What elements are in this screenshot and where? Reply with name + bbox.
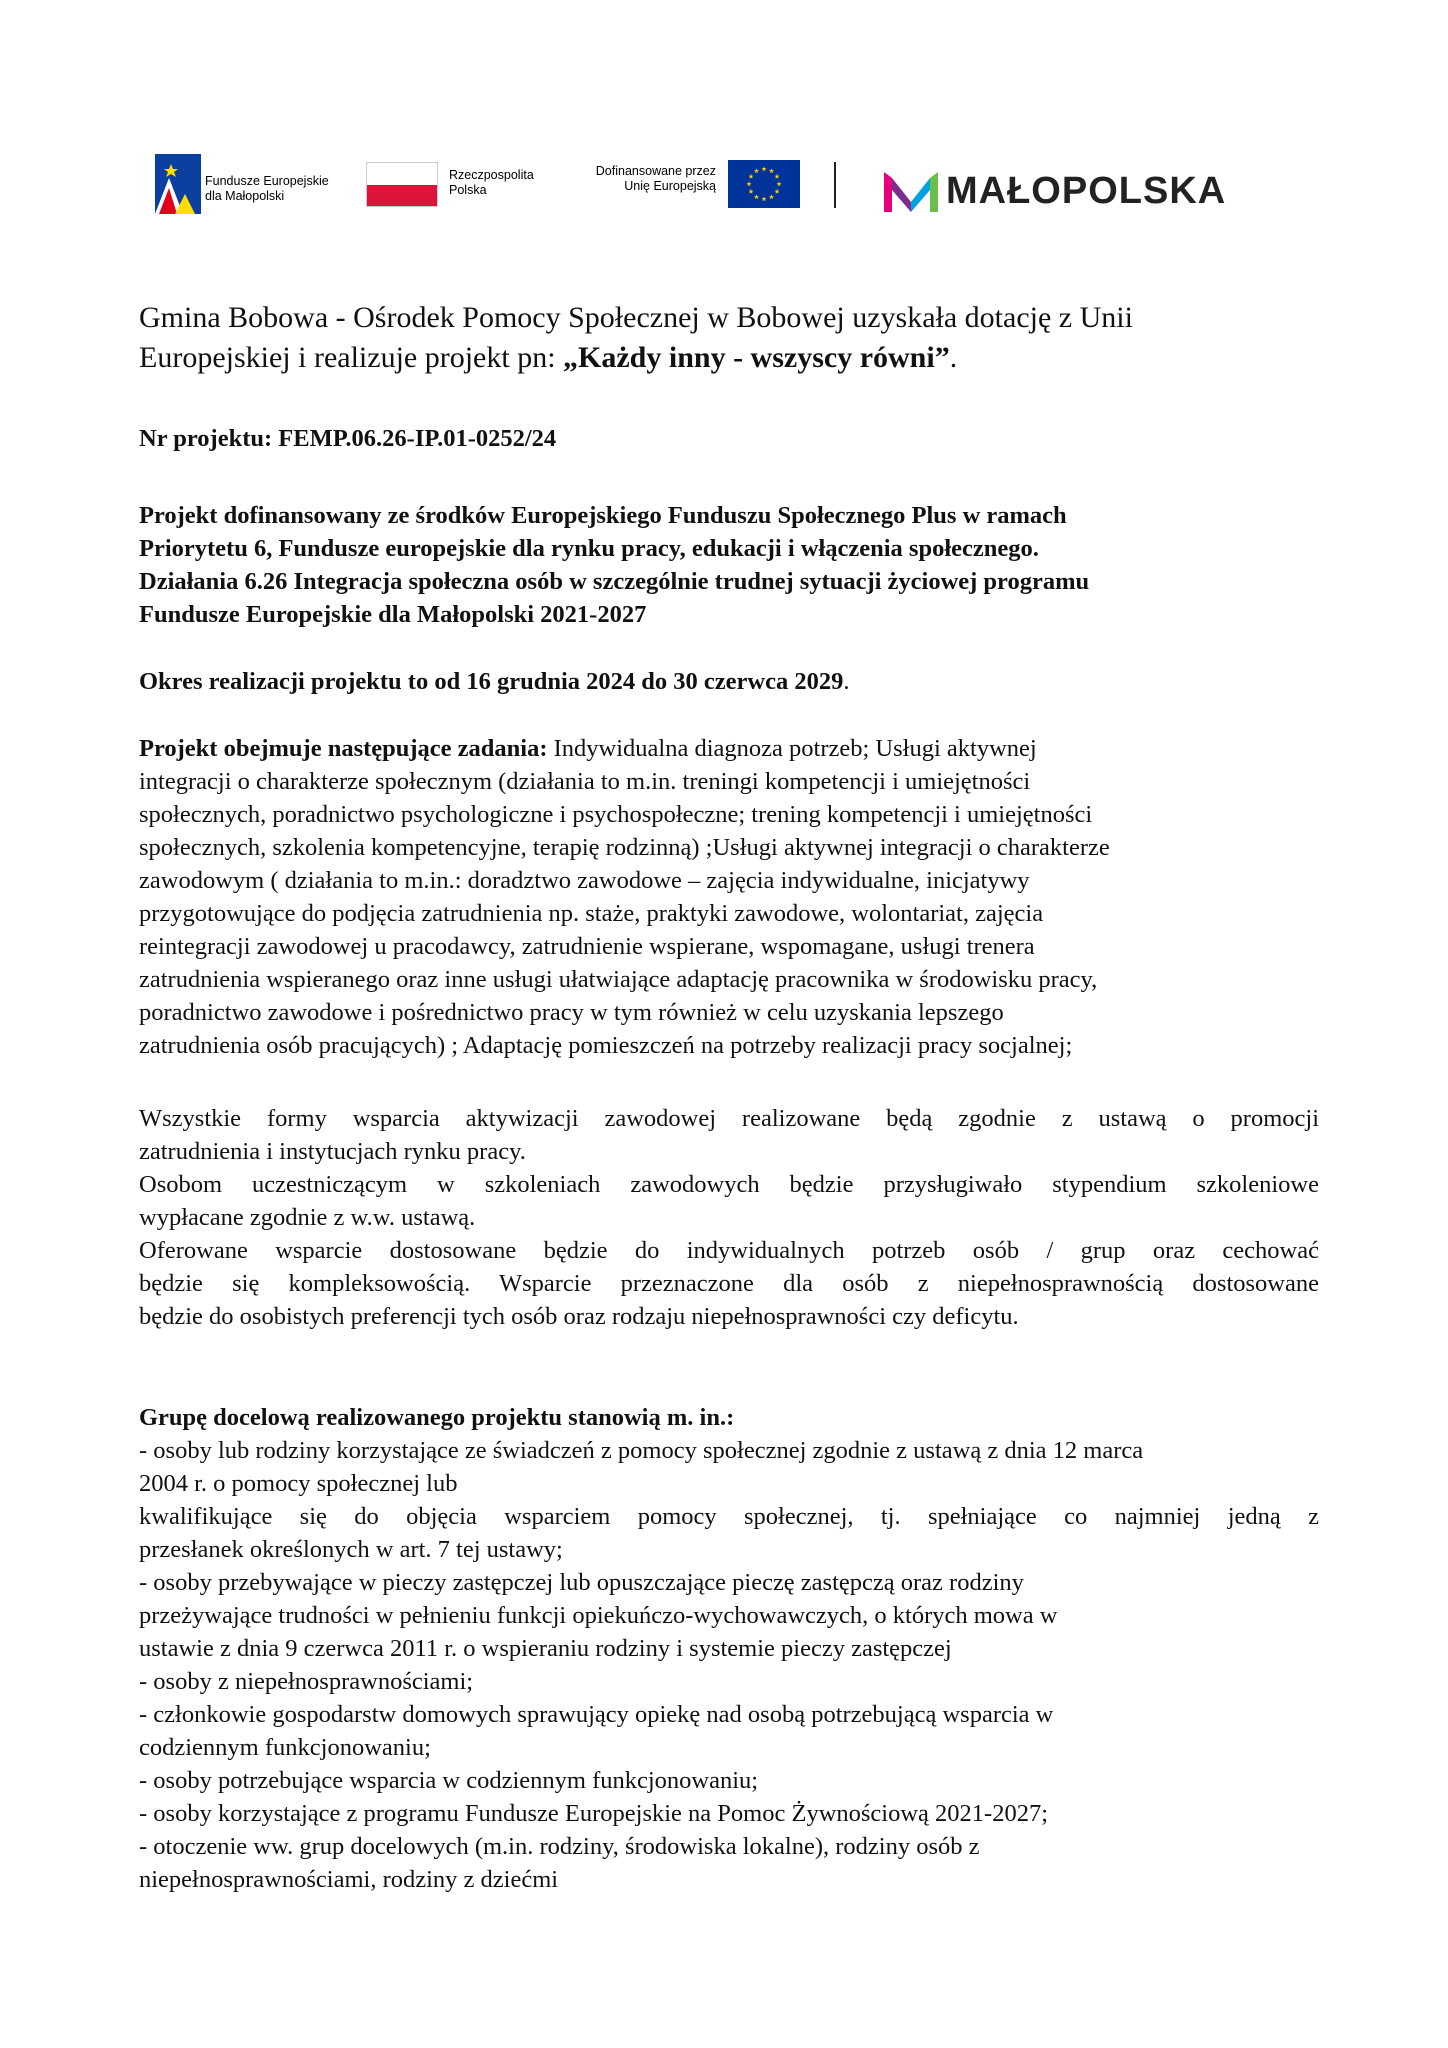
target-line: - osoby potrzebujące wsparcia w codziennym funkcjonowaniu; [139,1767,759,1794]
malopolska-wordmark: MAŁOPOLSKA [946,170,1227,212]
intro-line-2-prefix: Europejskiej i realizuje projekt pn: [139,341,564,374]
support-line: Wszystkie formy wsparcia aktywizacji zawodowej realizowane będą zgodnie z ustawą o promocji [139,1105,1319,1132]
funding-line: Fundusze Europejskie dla Małopolski 2021-2027 [139,601,647,628]
polish-flag-icon [366,162,438,207]
logo-bar [150,148,1250,228]
target-line: ustawie z dnia 9 czerwca 2011 r. o wspieraniu rodziny i systemie pieczy zastępczej [139,1635,952,1662]
tasks-line: reintegracji zawodowej u pracodawcy, zatrudnienie wspierane, wspomagane, usługi trenera [139,933,1035,960]
support-paragraph [139,1102,1319,1333]
rzeczpospolita-polska-logo [366,162,566,212]
support-line: będzie do osobistych preferencji tych osób oraz rodzaju niepełnosprawności czy deficytu. [139,1303,1019,1330]
support-line: Osobom uczestniczącym w szkoleniach zawodowych będzie przysługiwało stypendium szkoleniowe [139,1171,1319,1198]
project-name: „Każdy inny - wszyscy równi” [563,341,950,374]
fundusze-europejskie-logo [155,154,355,214]
target-line: przesłanek określonych w art. 7 tej ustawy; [139,1536,563,1563]
document-body [139,298,1319,1896]
funding-line: Projekt dofinansowany ze środków Europejskiego Funduszu Społecznego Plus w ramach [139,502,1067,529]
project-number: Nr projektu: FEMP.06.26-IP.01-0252/24 [139,425,557,452]
fe-logo-line1: Fundusze Europejskie [205,174,329,188]
logo-divider [834,162,836,208]
eu-flag-icon [728,160,800,208]
tasks-line: zatrudnienia wspieranego oraz inne usługi ułatwiające adaptację pracownika w środowisku pracy, [139,966,1098,993]
period-line [139,665,1319,698]
period-text: Okres realizacji projektu to od 16 grudnia 2024 do 30 czerwca 2029 [139,668,844,695]
fe-flag-icon [155,154,201,214]
support-line: zatrudnienia i instytucjach rynku pracy. [139,1138,526,1165]
tasks-line: zatrudnienia osób pracujących) ; Adaptację pomieszczeń na potrzeby realizacji pracy socjalnej; [139,1032,1073,1059]
target-line: codziennym funkcjonowaniu; [139,1734,431,1761]
target-line: przeżywające trudności w pełnieniu funkcji opiekuńczo-wychowawczych, o których mowa w [139,1602,1058,1629]
tasks-line: przygotowujące do podjęcia zatrudnienia np. staże, praktyki zawodowe, wolontariat, zajęcia [139,900,1044,927]
funding-line: Priorytetu 6, Fundusze europejskie dla rynku pracy, edukacji i włączenia społecznego. [139,535,1039,562]
funding-paragraph [139,499,1319,631]
tasks-line [139,732,1319,765]
tasks-paragraph [139,732,1319,1062]
target-heading: Grupę docelową realizowanego projektu stanowią m. in.: [139,1404,735,1431]
eu-funding-logo [570,160,790,216]
support-line: będzie się kompleksowością. Wsparcie przeznaczone dla osób z niepełnosprawnością dostosowane [139,1270,1319,1297]
tasks-line: integracji o charakterze społecznym (działania to m.in. treningi kompetencji i umiejętności [139,768,1031,795]
malopolska-m-icon [884,168,938,212]
malopolska-logo [884,168,1244,212]
target-line: - osoby lub rodziny korzystające ze świadczeń z pomocy społecznej zgodnie z ustawą z dnia 12 marca [139,1437,1144,1464]
target-line: - osoby z niepełnosprawnościami; [139,1668,474,1695]
eu-logo-line2: Unię Europejską [624,179,716,193]
tasks-line: społecznych, poradnictwo psychologiczne i psychospołeczne; trening kompetencji i umiejętności [139,801,1093,828]
support-line: wypłacane zgodnie z w.w. ustawą. [139,1204,476,1231]
tasks-line: społecznych, szkolenia kompetencyjne, terapię rodzinną) ;Usługi aktywnej integracji o charakterze [139,834,1110,861]
target-line: kwalifikujące się do objęcia wsparciem pomocy społecznej, tj. spełniające co najmniej jedną z [139,1503,1319,1530]
eu-logo-line1: Dofinansowane przez [595,164,716,178]
target-line: - osoby przebywające w pieczy zastępczej lub opuszczające pieczę zastępczą oraz rodziny [139,1569,1024,1596]
tasks-line-text: Indywidualna diagnoza potrzeb; Usługi aktywnej [547,735,1037,762]
intro-line-1: Gmina Bobowa - Ośrodek Pomocy Społecznej w Bobowej uzyskała dotację z Unii [139,301,1133,334]
tasks-line: poradnictwo zawodowe i pośrednictwo pracy w tym również w celu uzyskania lepszego [139,999,1004,1026]
tasks-heading: Projekt obejmuje następujące zadania: [139,735,548,762]
tasks-line: zawodowym ( działania to m.in.: doradztwo zawodowe – zajęcia indywidualne, inicjatywy [139,867,1030,894]
target-line: 2004 r. o pomocy społecznej lub [139,1470,458,1497]
funding-line: Działania 6.26 Integracja społeczna osób w szczególnie trudnej sytuacji życiowej programu [139,568,1090,595]
target-line: - osoby korzystające z programu Fundusze Europejskie na Pomoc Żywnościową 2021-2027; [139,1800,1049,1827]
support-line: Oferowane wsparcie dostosowane będzie do indywidualnych potrzeb osób / grup oraz cechować [139,1237,1319,1264]
target-group-section [139,1401,1319,1896]
period-suffix: . [843,668,850,695]
intro-line-2-suffix: . [949,341,958,374]
fe-logo-line2: dla Małopolski [205,189,285,203]
pl-logo-line2: Polska [449,183,487,197]
target-line: - członkowie gospodarstw domowych sprawujący opiekę nad osobą potrzebującą wsparcia w [139,1701,1054,1728]
target-line: - otoczenie ww. grup docelowych (m.in. rodziny, środowiska lokalne), rodziny osób z [139,1833,980,1860]
target-line: niepełnosprawnościami, rodziny z dziećmi [139,1866,559,1893]
intro-line-2 [139,338,1319,378]
pl-logo-line1: Rzeczpospolita [449,168,534,182]
